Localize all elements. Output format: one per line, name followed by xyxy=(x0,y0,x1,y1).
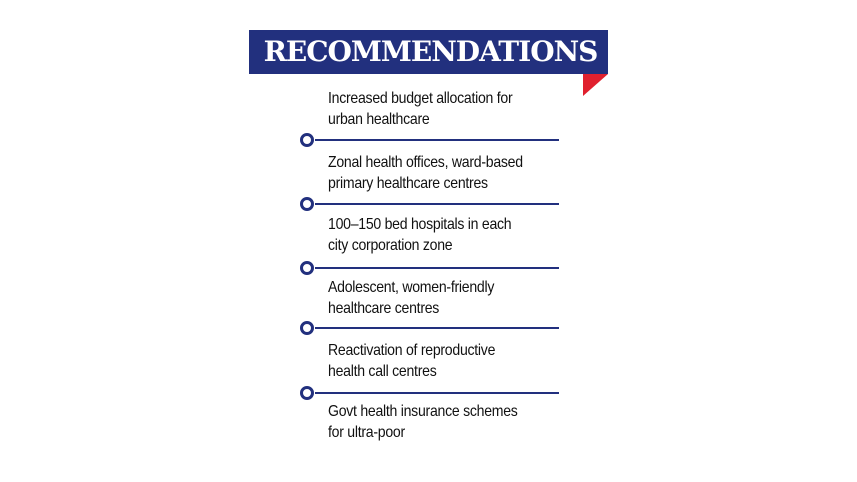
divider xyxy=(315,267,559,269)
recommendation-2: Zonal health offices, ward-based primary healthcare centres xyxy=(328,154,523,192)
bullet-node-icon xyxy=(300,133,314,147)
bullet-node-icon xyxy=(300,321,314,335)
recommendation-4: Adolescent, women-friendly healthcare centres xyxy=(328,279,495,317)
bullet-node-icon xyxy=(300,386,314,400)
recommendation-3: 100–150 bed hospitals in each city corporation zone xyxy=(328,216,512,254)
title-banner: RECOMMENDATIONS xyxy=(249,30,608,74)
bullet-node-icon xyxy=(300,197,314,211)
recommendation-6: Govt health insurance schemes for ultra-poor xyxy=(328,403,518,441)
divider xyxy=(315,392,559,394)
recommendation-1: Increased budget allocation for urban healthcare xyxy=(328,90,513,128)
divider xyxy=(315,327,559,329)
divider xyxy=(315,139,559,141)
recommendation-5: Reactivation of reproductive health call centres xyxy=(328,342,496,380)
red-fold-corner xyxy=(583,74,608,96)
divider xyxy=(315,203,559,205)
bullet-node-icon xyxy=(300,261,314,275)
